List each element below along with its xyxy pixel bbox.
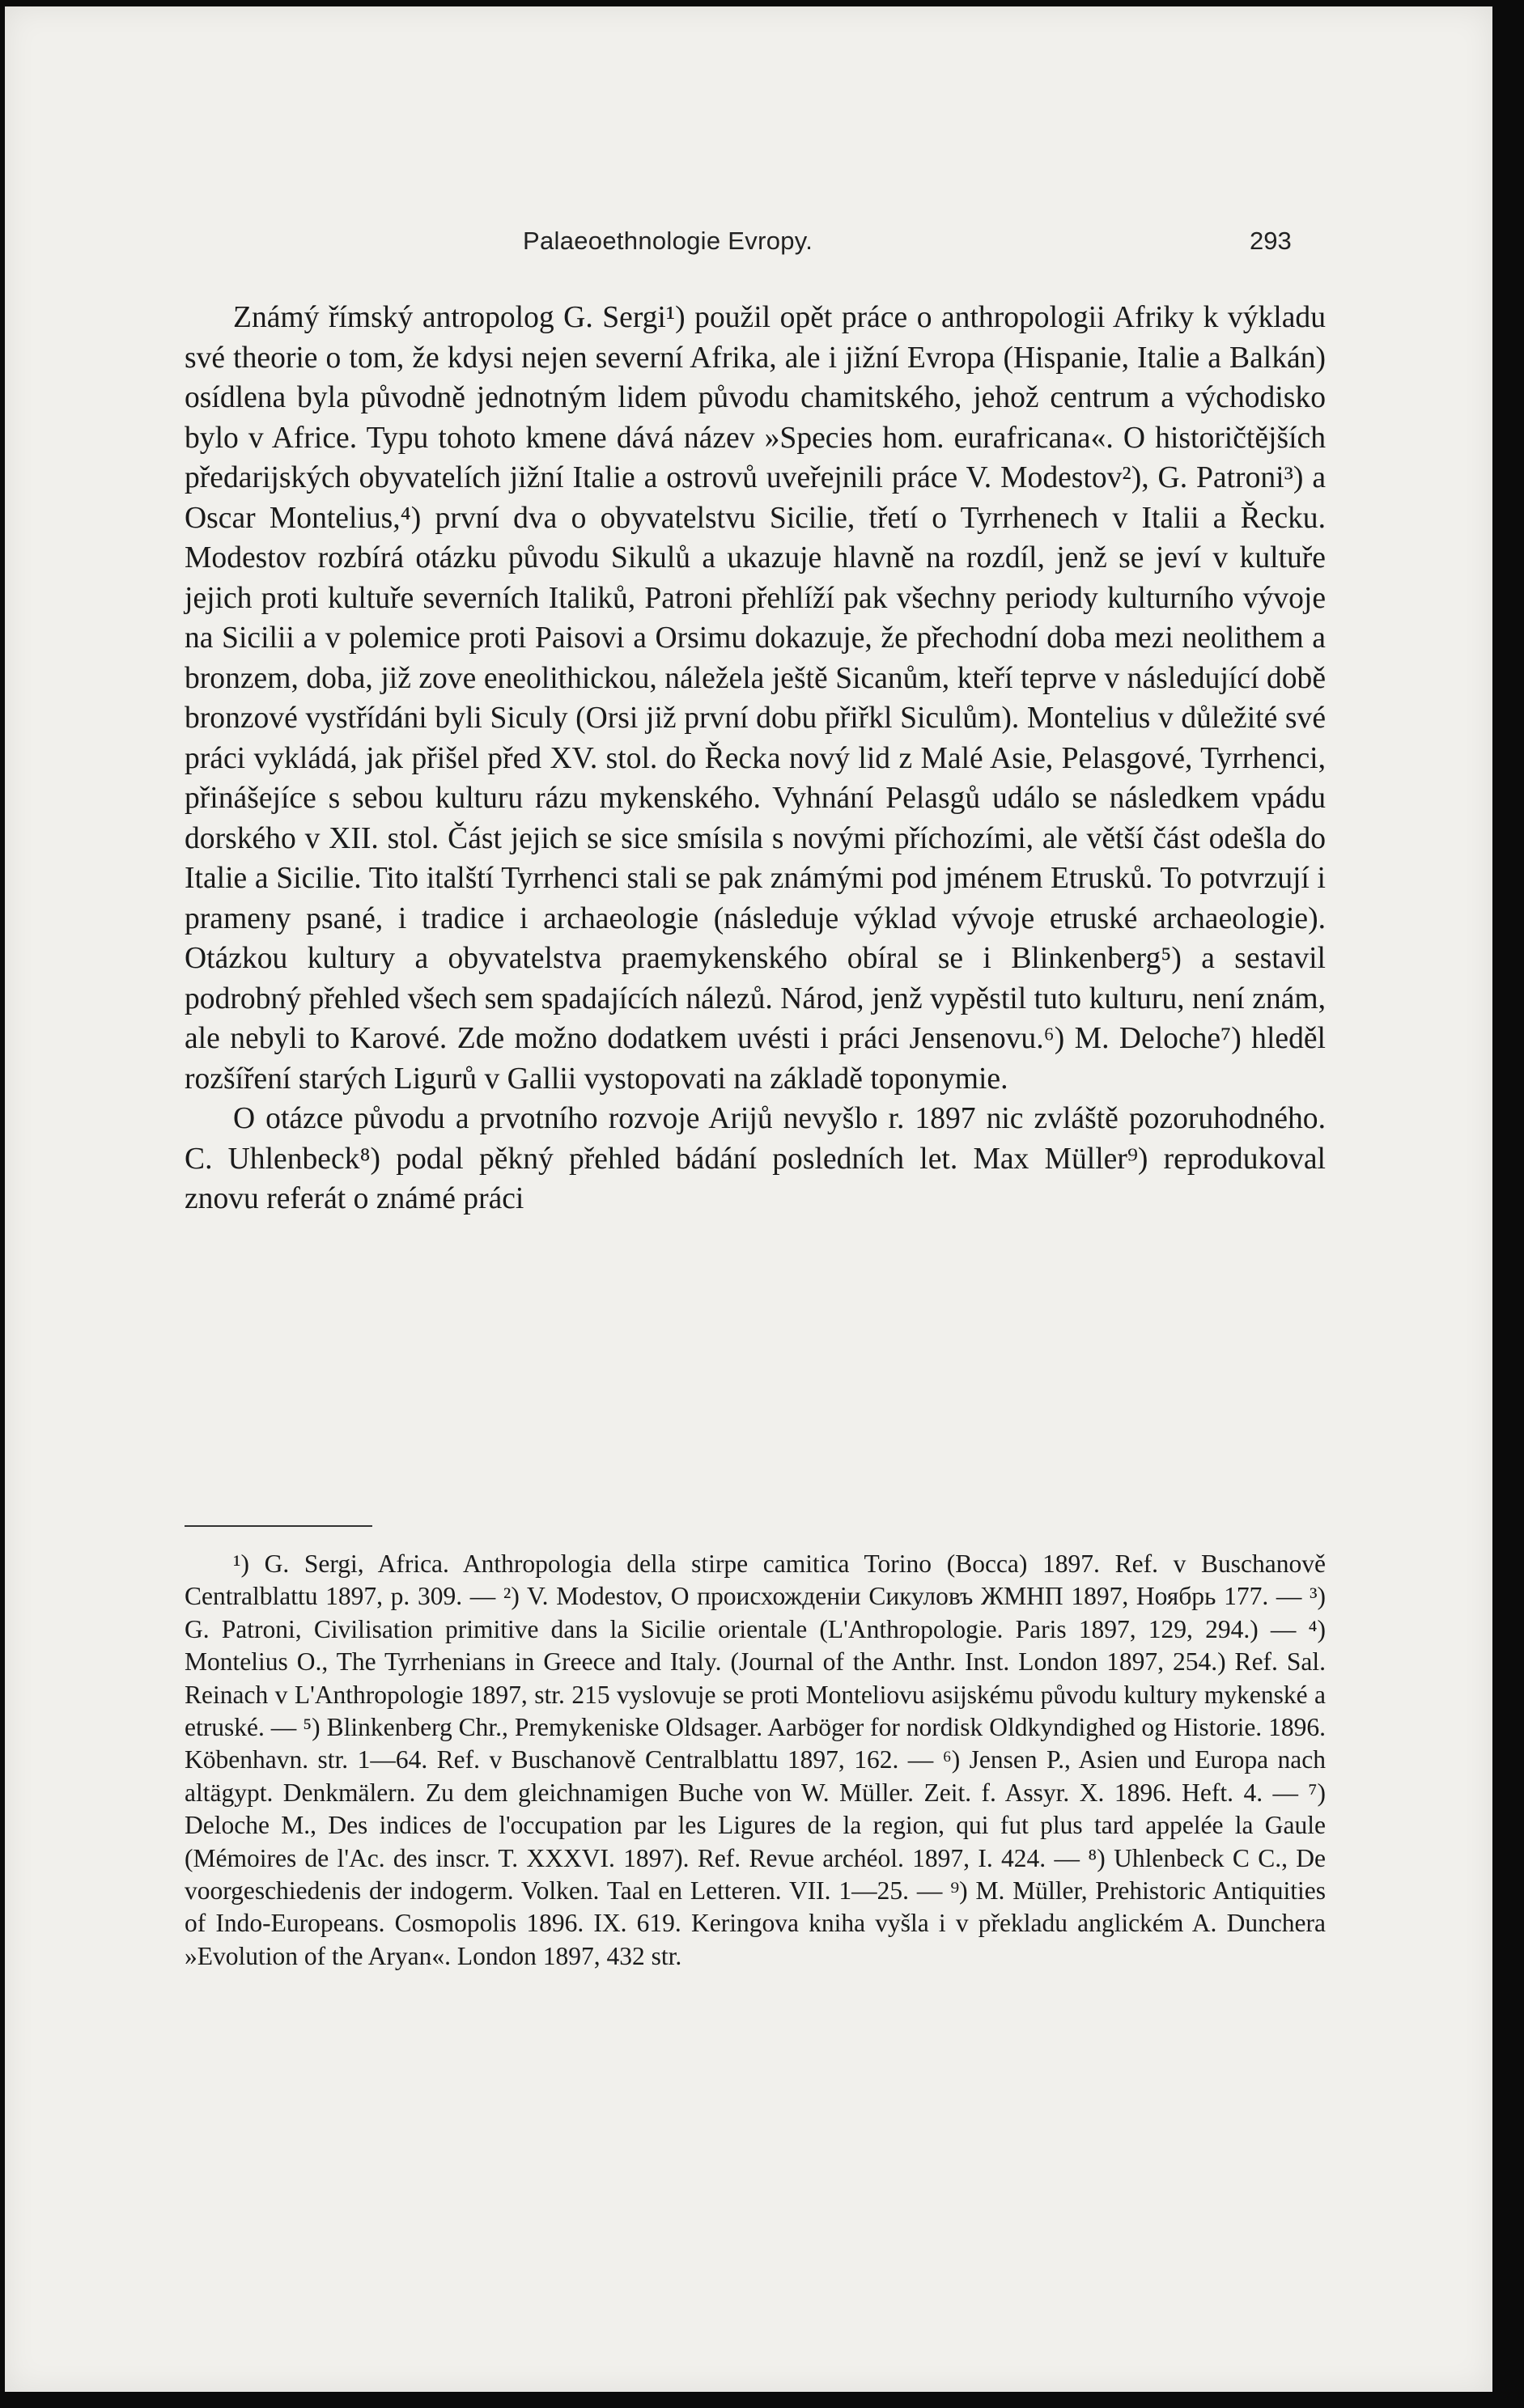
page-number: 293	[1250, 227, 1292, 255]
page-header	[5, 227, 1492, 267]
paragraph: O otázce původu a prvotního rozvoje Arijů nevyšlo r. 1897 nic zvláště pozoruhodného. C. Uhlenbeck⁸) podal pěkný přehled bádání posledních let. Max Müller⁹) reprodukoval znovu referát o známé práci	[185, 1102, 1326, 1215]
footnote-text: ¹) G. Sergi, Africa. Anthropologia della stirpe camitica Torino (Bocca) 1897. Ref. v Buschanově Centralblattu 1897, p. 309. — ²) V. Modestov, O происхожденіи Сикуловъ ЖМНП 1897, Ноябрь 177. — ³) G. Patroni, Civilisation primitive dans la Sicilie orientale (L'Anthropologie. Paris 1897, 129, 294.) — ⁴) Montelius O., The Tyrrhenians in Greece and Italy. (Journal of the Anthr. Inst. London 1897, 254.) Ref. Sal. Reinach v L'Anthropologie 1897, str. 215 vyslovuje se proti Monteliovu asijskému původu kultury mykenské a etruské. — ⁵) Blinkenberg Chr., Premykeniske Oldsager. Aarböger for nordisk Oldkyndighed og Historie. 1896. Köbenhavn. str. 1—64. Ref. v Buschanově Centralblattu 1897, 162. — ⁶) Jensen P., Asien und Europa nach altägypt. Denkmälern. Zu dem gleichnamigen Buche von W. Müller. Zeit. f. Assyr. X. 1896. Heft. 4. — ⁷) Deloche M., Des indices de l'occupation par les Ligures de la region, qui fut plus tard appelée la Gaule (Mémoires de l'Ac. des inscr. T. XXXVI. 1897). Ref. Revue archéol. 1897, I. 424. — ⁸) Uhlenbeck C C., De voorgeschiedenis der indogerm. Volken. Taal en Letteren. VII. 1—25. — ⁹) M. Müller, Prehistoric Antiquities of Indo-Europeans. Cosmopolis 1896. IX. 619. Keringova kniha vyšla i v překladu anglickém A. Dunchera »Evolution of the Aryan«. London 1897, 432 str.	[185, 1550, 1326, 1970]
paragraph: Známý římský antropolog G. Sergi¹) použil opět práce o anthropologii Afriky k výkladu své theorie o tom, že kdysi nejen severní Afrika, ale i jižní Evropa (Hispanie, Italie a Balkán) osídlena byla původně jednotným lidem původu chamitského, jehož centrum a východisko bylo v Africe. Typu tohoto kmene dává název »Species hom. eurafricana«. O historičtějších předarijských obyvatelích jižní Italie a ostrovů uveřejnili práce V. Modestov²), G. Patroni³) a Oscar Montelius,⁴) první dva o obyvatelstvu Sicilie, třetí o Tyrrhenech v Italii a Řecku. Modestov rozbírá otázku původu Sikulů a ukazuje hlavně na rozdíl, jenž se jeví v kultuře jejich proti kultuře severních Italiků, Patroni přehlíží pak všechny periody kulturního vývoje na Sicilii a v polemice proti Paisovi a Orsimu dokazuje, že přechodní doba mezi neolithem a bronzem, doba, již zove eneolithickou, náležela ještě Sicanům, kteří teprve v následující době bronzové vystřídáni byli Siculy (Orsi již první dobu přiřkl Siculům). Montelius v důležité své práci vykládá, jak přišel před XV. stol. do Řecka nový lid z Malé Asie, Pelasgové, Tyrrhenci, přinášejíce s sebou kulturu rázu mykenského. Vyhnání Pelasgů událo se následkem vpádu dorského v XII. stol. Část jejich se sice smísila s novými příchozími, ale větší část odešla do Italie a Sicilie. Tito italští Tyrrhenci stali se pak známými pod jménem Etrusků. To potvrzují i prameny psané, i tradice i archaeologie (následuje výklad vývoje etruské archaeologie). Otázkou kultury a obyvatelstva praemykenského obíral se i Blinkenberg⁵) a sestavil podrobný přehled všech sem spadajících nálezů. Národ, jenž vypěstil tuto kulturu, není znám, ale nebyli to Karové. Zde možno dodatkem uvésti i práci Jensenovu.⁶) M. Deloche⁷) hleděl rozšíření starých Ligurů v Gallii vystopovati na základě toponymie.	[185, 301, 1326, 1096]
footnote-separator	[185, 1525, 372, 1527]
footnotes	[185, 1548, 1326, 1973]
document-page	[5, 6, 1492, 2392]
body-text	[185, 298, 1326, 1219]
running-title: Palaeoethnologie Evropy.	[523, 227, 813, 255]
